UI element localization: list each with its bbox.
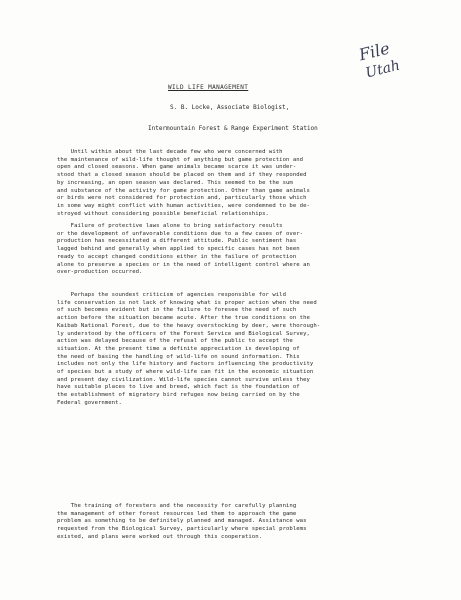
document-title: WILD LIFE MANAGEMENT: [168, 84, 249, 91]
handwritten-note-state: Utah: [364, 57, 402, 82]
paragraph-2: Failure of protective laws alone to bring satisfactory results or the development of unfavorable conditions due to a few cases of over- production has necessitated a different attitude. Public sentiment has lagged behind and generally when applied to specific cases has not been ready to accept changed conditions either in the failure of protection alone to preserve a species or in the need of intelligent control where an over-production occurred.: [57, 223, 310, 276]
affiliation-line: Intermountain Forest & Range Experiment Station: [148, 125, 318, 132]
handwritten-note-file: File: [357, 38, 392, 65]
paragraph-1: Until within about the last decade few who were concerned with the maintenance of wild-life thought of anything but game protection and open and closed seasons. When game animals became scarce it was under- stood that a closed season should be placed on them and if they responded by increasing, an open season was declared. This seemed to be the sum and substance of the activity for game protection. Other than game animals or birds were not considered for protection and, particularly those which in some way might conflict with human activities, were condemned to be de- stroyed without considering possible beneficial relationships.: [57, 149, 310, 217]
paragraph-3: Perhaps the soundest criticism of agencies responsible for wild life conservation is not lack of knowing what is proper action when the need of such becomes evident but in the failure to foresee the need of such action before the situation became acute. After the true conditions on the Kaibab National Forest, due to the heavy overstocking by deer, were thorough- ly understood by the officers of the Forest Service and Biological Survey, action was delayed because of the refusal of the public to accept the situation. At the present time a definite appreciation is developing of the need of basing the handling of wild-life on sound information. This includes not only the life history and factors influencing the productivity of species but a study of where wild-life can fit in the economic situation and present day civilization. Wild-life species cannot survive unless they have suitable places to live and breed, which fact is the foundation of the establishment of migratory bird refuges now being carried on by the Federal government.: [57, 292, 321, 406]
author-line: S. B. Locke, Associate Biologist,: [170, 104, 290, 111]
paragraph-4: The training of foresters and the necessity for carefully planning the management of other forest resources led them to approach the game problem as something to be definitely planned and managed. Assistance was requested from the Biological Survey, particularly where special problems existed, and plans were worked out through this cooperation.: [57, 503, 307, 540]
